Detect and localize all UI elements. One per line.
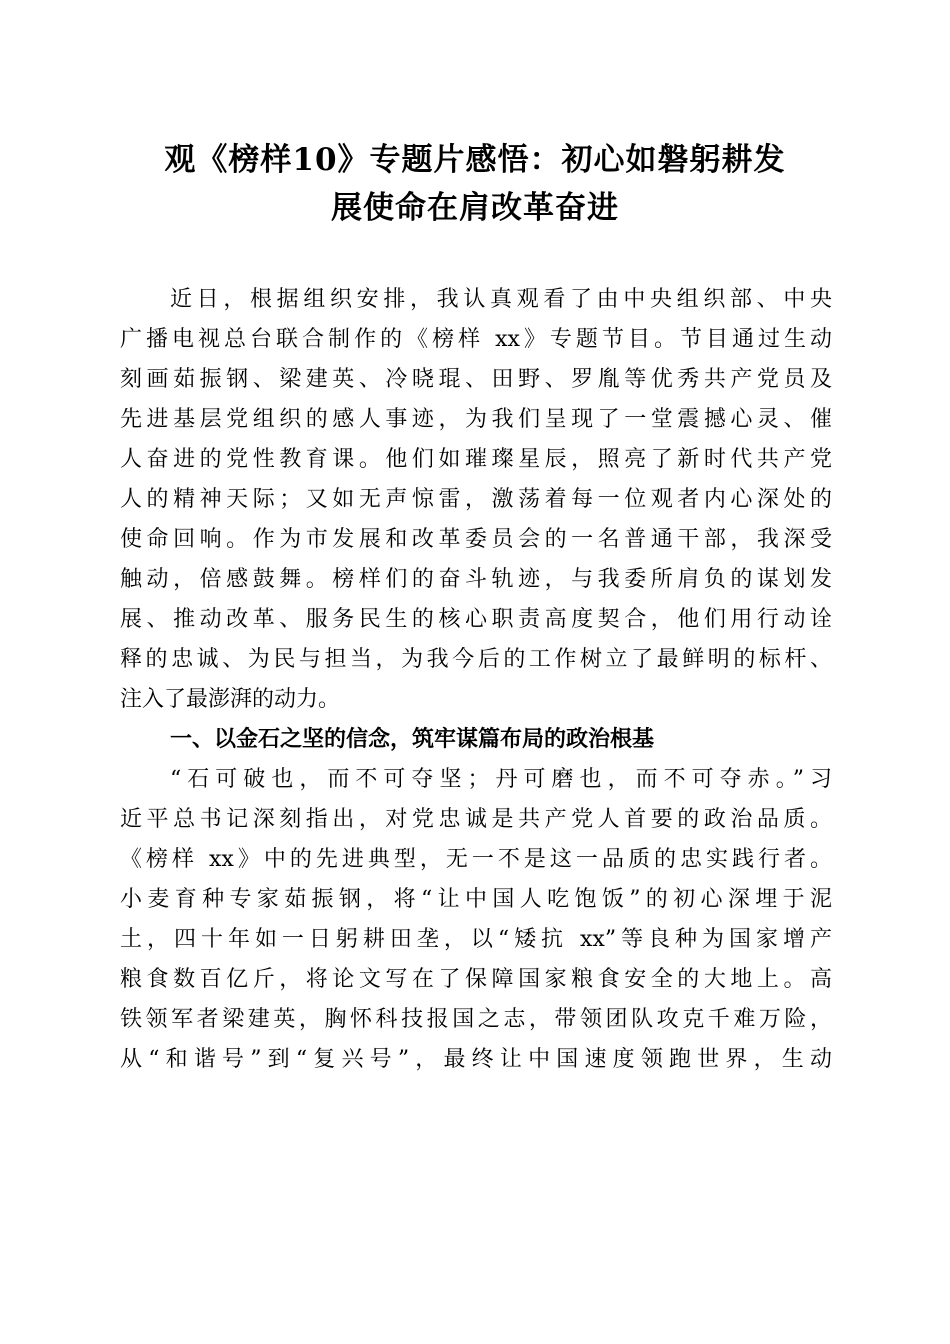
paragraph-line: 人奋进的党性教育课。他们如璀璨星辰，照亮了新时代共产党 bbox=[120, 447, 832, 472]
paragraph-intro bbox=[120, 280, 832, 720]
paragraph-line: 触动，倍感鼓舞。榜样们的奋斗轨迹，与我委所肩负的谋划发 bbox=[120, 567, 832, 592]
title-line-2: 展使命在肩改革奋进 bbox=[331, 190, 619, 226]
document-body bbox=[120, 280, 832, 1080]
paragraph-line: 释的忠诚、为民与担当，为我今后的工作树立了最鲜明的标杆、 bbox=[120, 647, 832, 672]
paragraph-section-1 bbox=[120, 760, 832, 1080]
paragraph-line: 广播电视总台联合制作的《榜样 xx》专题节目。节目通过生动 bbox=[120, 327, 832, 352]
paragraph-line: 从“和谐号”到“复兴号”，最终让中国速度领跑世界，生动 bbox=[120, 1047, 832, 1072]
paragraph-line: 使命回响。作为市发展和改革委员会的一名普通干部，我深受 bbox=[120, 527, 832, 552]
paragraph-line: 注入了最澎湃的动力。 bbox=[120, 687, 341, 712]
paragraph-line: “石可破也，而不可夺坚；丹可磨也，而不可夺赤。”习 bbox=[170, 767, 832, 792]
paragraph-line: 近平总书记深刻指出，对党忠诚是共产党人首要的政治品质。 bbox=[120, 807, 832, 832]
paragraph-line: 铁领军者梁建英，胸怀科技报国之志，带领团队攻克千难万险， bbox=[120, 1007, 832, 1032]
paragraph-line: 土，四十年如一日躬耕田垄，以“矮抗 xx”等良种为国家增产 bbox=[120, 927, 832, 952]
paragraph-line: 展、推动改革、服务民生的核心职责高度契合，他们用行动诠 bbox=[120, 607, 832, 632]
paragraph-line: 先进基层党组织的感人事迹，为我们呈现了一堂震撼心灵、催 bbox=[120, 407, 832, 432]
paragraph-line: 小麦育种专家茹振钢，将“让中国人吃饱饭”的初心深埋于泥 bbox=[120, 887, 832, 912]
section-heading-1: 一、以金石之坚的信念，筑牢谋篇布局的政治根基 bbox=[170, 727, 655, 752]
paragraph-line: 刻画茹振钢、梁建英、冷晓琨、田野、罗胤等优秀共产党员及 bbox=[120, 367, 832, 392]
document-title bbox=[100, 136, 850, 232]
paragraph-line: 《榜样 xx》中的先进典型，无一不是这一品质的忠实践行者。 bbox=[120, 847, 832, 872]
paragraph-line: 粮食数百亿斤，将论文写在了保障国家粮食安全的大地上。高 bbox=[120, 967, 832, 992]
title-line-1: 观《榜样10》专题片感悟：初心如磐躬耕发 bbox=[164, 142, 786, 178]
paragraph-line: 近日，根据组织安排，我认真观看了由中央组织部、中央 bbox=[170, 287, 832, 312]
paragraph-line: 人的精神天际；又如无声惊雷，激荡着每一位观者内心深处的 bbox=[120, 487, 832, 512]
